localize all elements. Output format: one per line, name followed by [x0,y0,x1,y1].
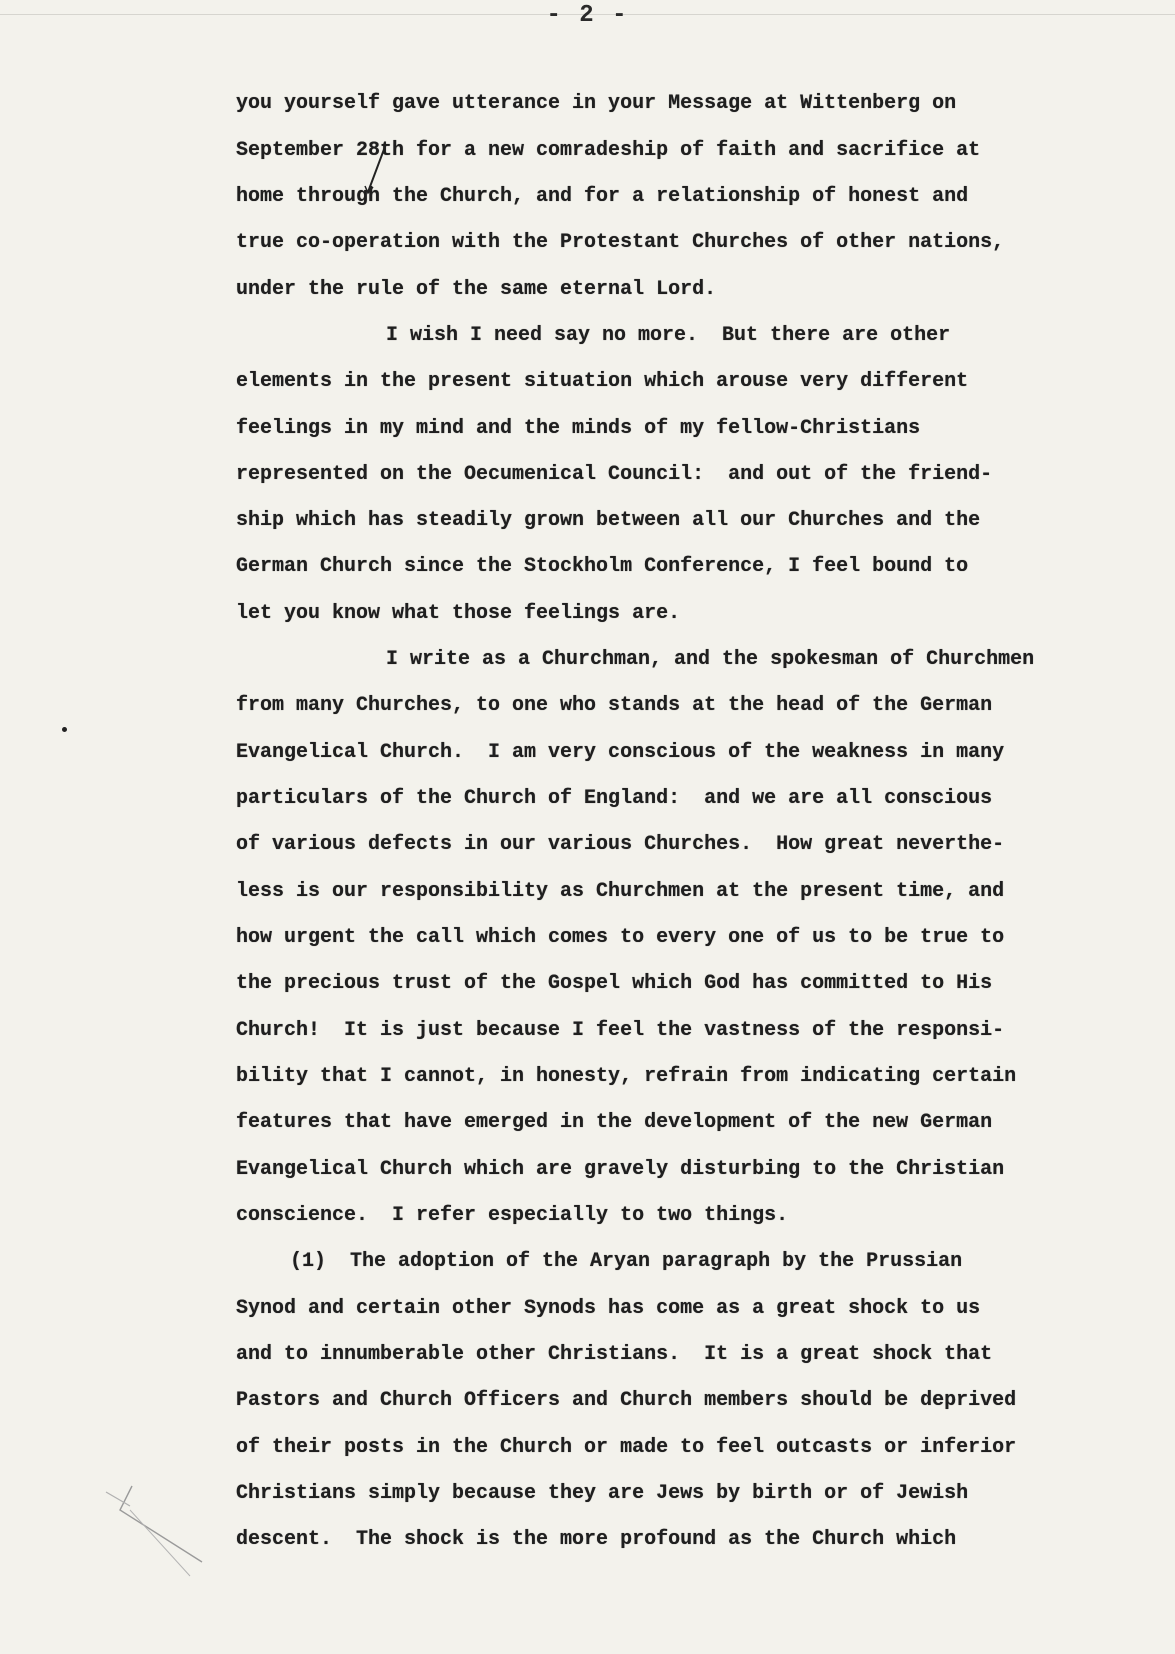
text-line: conscience. I refer especially to two things. [236,1204,789,1227]
text-line: let you know what those feelings are. [236,602,681,625]
text-line: of their posts in the Church or made to feel outcasts or inferior [236,1436,1017,1459]
pencil-scribble-mark [100,1480,210,1580]
text-line: September 28th for a new comradeship of faith and sacrifice at [236,139,981,162]
text-line: (1) The adoption of the Aryan paragraph by the Prussian [290,1250,963,1273]
text-line: under the rule of the same eternal Lord. [236,278,717,301]
handwritten-correction-mark [360,140,390,200]
text-line: Church! It is just because I feel the vastness of the responsi- [236,1019,1005,1042]
text-line: represented on the Oecumenical Council: and out of the friend- [236,463,993,486]
text-line: the precious trust of the Gospel which God has committed to His [236,972,993,995]
text-line: you yourself gave utterance in your Message at Wittenberg on [236,92,957,115]
text-line: feelings in my mind and the minds of my fellow-Christians [236,417,921,440]
text-line: and to innumberable other Christians. It is a great shock that [236,1343,993,1366]
text-line: true co-operation with the Protestant Churches of other nations, [236,231,1005,254]
text-line: Evangelical Church. I am very conscious of the weakness in many [236,741,1005,764]
text-line: from many Churches, to one who stands at the head of the German [236,694,993,717]
text-line: Synod and certain other Synods has come as a great shock to us [236,1297,981,1320]
text-line: I write as a Churchman, and the spokesman of Churchmen [386,648,1035,671]
text-line: how urgent the call which comes to every one of us to be true to [236,926,1005,949]
text-line: of various defects in our various Churches. How great neverthe- [236,833,1005,856]
text-line: Evangelical Church which are gravely disturbing to the Christian [236,1158,1005,1181]
text-line: less is our responsibility as Churchmen at the present time, and [236,880,1005,903]
text-line: descent. The shock is the more profound as the Church which [236,1528,957,1551]
text-line: bility that I cannot, in honesty, refrain from indicating certain [236,1065,1017,1088]
text-line: features that have emerged in the development of the new German [236,1111,993,1134]
text-line: ship which has steadily grown between all our Churches and the [236,509,981,532]
text-line: home through the Church, and for a relationship of honest and [236,185,969,208]
text-line: particulars of the Church of England: and we are all conscious [236,787,993,810]
stray-ink-dot [62,727,67,732]
text-line: Pastors and Church Officers and Church members should be deprived [236,1389,1017,1412]
text-line: elements in the present situation which arouse very different [236,370,969,393]
text-line: Christians simply because they are Jews by birth or of Jewish [236,1482,969,1505]
page-number: - 2 - [546,2,629,29]
text-line: German Church since the Stockholm Conference, I feel bound to [236,555,969,578]
text-line: I wish I need say no more. But there are other [386,324,951,347]
